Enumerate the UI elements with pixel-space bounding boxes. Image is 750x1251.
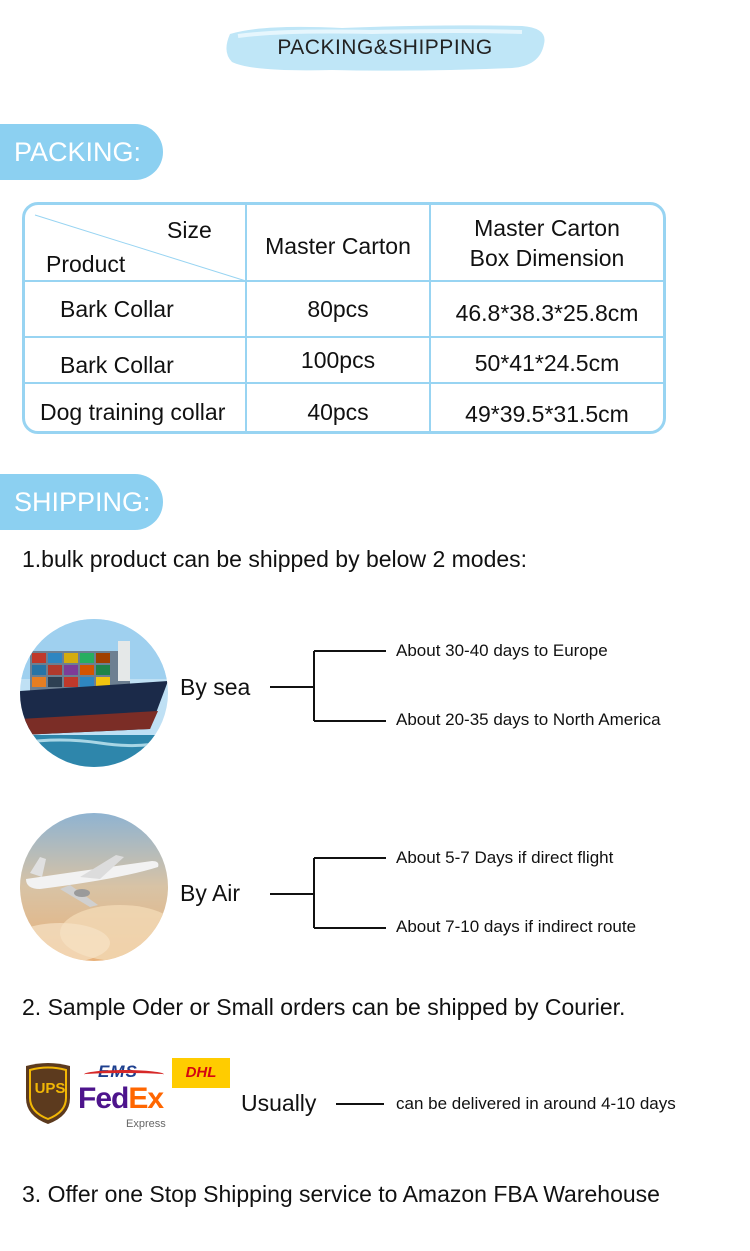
sea-option-europe: About 30-40 days to Europe	[396, 641, 608, 660]
cargo-ship-photo	[20, 619, 168, 767]
courier-usually-label: Usually	[241, 1090, 317, 1116]
sea-option-north-america: About 20-35 days to North America	[396, 710, 661, 729]
shipping-heading: SHIPPING:	[0, 474, 163, 530]
table-header-master-carton: Master Carton	[265, 233, 411, 259]
airplane-photo	[20, 813, 168, 961]
table-row-1-dimension: 46.8*38.3*25.8cm	[455, 300, 639, 326]
air-branch-lines	[268, 857, 388, 929]
table-row-1-carton: 80pcs	[307, 296, 369, 322]
dhl-logo	[172, 1058, 230, 1088]
table-row-1-product: Bark Collar	[60, 296, 174, 322]
packing-heading: PACKING:	[0, 124, 163, 180]
table-corner-size: Size	[167, 217, 212, 243]
courier-delivery-time: can be delivered in around 4-10 days	[396, 1094, 676, 1113]
table-row-2-dimension: 50*41*24.5cm	[474, 350, 620, 376]
fedex-express: Express	[126, 1118, 166, 1130]
table-corner-product: Product	[46, 251, 126, 277]
header-banner	[222, 22, 548, 74]
fedex-fed: Fed	[78, 1082, 129, 1115]
sample-order-note: 2. Sample Oder or Small orders can be shipped by Courier.	[22, 994, 626, 1020]
table-row-3-dimension: 49*39.5*31.5cm	[465, 401, 629, 427]
courier-connector-line	[336, 1103, 384, 1105]
table-row-3-carton: 40pcs	[307, 399, 369, 425]
courier-logos	[22, 1058, 232, 1136]
table-row-3-product: Dog training collar	[40, 399, 226, 425]
ems-swoosh	[84, 1070, 164, 1079]
dhl-text: DHL	[185, 1064, 217, 1081]
by-sea-label: By sea	[180, 674, 251, 700]
bulk-shipping-intro: 1.bulk product can be shipped by below 2 modes:	[22, 546, 528, 572]
table-header-dimension-line2: Box Dimension	[469, 245, 625, 271]
table-header-dimension-line1: Master Carton	[474, 215, 620, 241]
fedex-logo	[78, 1082, 163, 1116]
air-option-direct: About 5-7 Days if direct flight	[396, 848, 614, 867]
ems-logo: EMS	[98, 1062, 138, 1081]
fedex-ex: Ex	[128, 1082, 164, 1115]
banner-title: PACKING&SHIPPING	[277, 36, 493, 59]
fba-service-note: 3. Offer one Stop Shipping service to Amazon FBA Warehouse	[22, 1181, 660, 1207]
packing-table	[22, 202, 666, 434]
air-option-indirect: About 7-10 days if indirect route	[396, 917, 637, 936]
table-row-2-product: Bark Collar	[60, 352, 174, 378]
sea-branch-lines	[268, 650, 388, 722]
ups-text: UPS	[34, 1080, 66, 1097]
by-air-label: By Air	[180, 880, 241, 906]
table-row-2-carton: 100pcs	[300, 347, 376, 373]
